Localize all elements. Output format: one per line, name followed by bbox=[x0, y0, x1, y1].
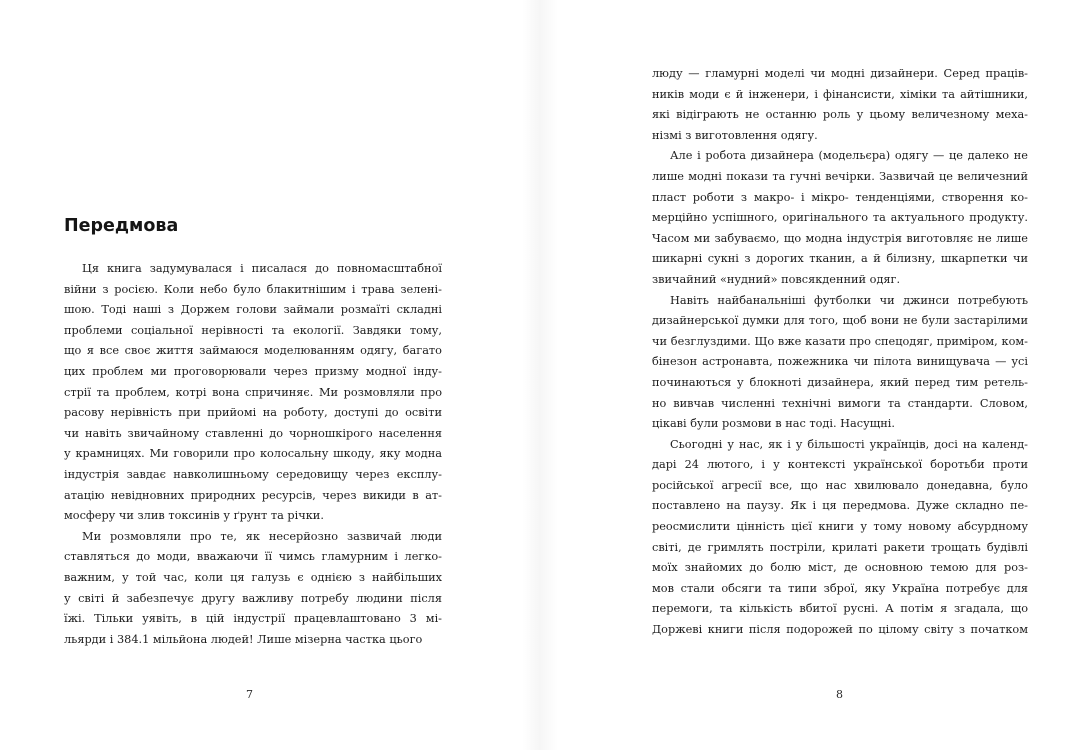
text-line: цікаві були розмови в нас тоді. Насущні. bbox=[652, 417, 895, 431]
text-line: що я все своє життя займаюся моделюванням одягу, багато bbox=[64, 344, 442, 358]
text-line: їжі. Тільки уявіть, в цій індустрії працевлаштовано 3 мі- bbox=[64, 612, 442, 626]
text-line: стрії та проблем, котрі вона спричиняє. Ми розмовляли про bbox=[64, 385, 442, 399]
text-line: ставляться до моди, вважаючи її чимсь гламурним і легко- bbox=[64, 550, 442, 564]
text-line: люду — гламурні моделі чи модні дизайнери. Серед праців- bbox=[652, 67, 1028, 80]
text-line: проблеми соціальної нерівності та екології. Завдяки тому, bbox=[64, 323, 442, 337]
text-line: перемоги, та кількість вбитої русні. А потім я згадала, що bbox=[652, 602, 1028, 616]
page-number-left: 7 bbox=[246, 688, 253, 701]
text-line: дизайнерської думки для того, щоб вони не були застарілими bbox=[652, 314, 1028, 328]
text-line: звичайний «нудний» повсякденний одяг. bbox=[652, 272, 901, 286]
text-line: Часом ми забуваємо, що модна індустрія виготовляє не лише bbox=[652, 231, 1028, 245]
text-line: чи навіть звичайному ставленні до чорношкірого населення bbox=[64, 426, 442, 440]
text-line: важним, у той час, коли ця галузь є однією з найбільших bbox=[64, 570, 442, 584]
text-line: пласт роботи з макро- і мікро- тенденціями, створення ко- bbox=[652, 190, 1028, 204]
text-line: цих проблем ми проговорювали через призму модної інду- bbox=[64, 364, 442, 378]
text-line: Сьогодні у нас, як і у більшості українців, досі на календ- bbox=[670, 437, 1028, 451]
text-line: бінезон астронавта, пожежника чи пілота винищувача — усі bbox=[652, 355, 1028, 369]
text-line: нізмі з виготовлення одягу. bbox=[652, 128, 818, 142]
text-line: Ця книга задумувалася і писалася до повномасштабної bbox=[82, 262, 442, 275]
left-page-body bbox=[64, 259, 442, 650]
text-line: поставлено на паузу. Як і ця передмова. Дуже складно пе- bbox=[652, 499, 1028, 513]
text-line: Навіть найбанальніші футболки чи джинси потребують bbox=[670, 293, 1028, 307]
text-line: починаються у блокноті дизайнера, який перед тим ретель- bbox=[652, 375, 1028, 389]
text-line: у світі й забезпечує другу важливу потребу людини після bbox=[64, 591, 442, 605]
text-line: лише модні покази та гучні вечірки. Зазвичай це величезний bbox=[652, 169, 1028, 183]
text-line: світі, де гримлять постріли, крилаті ракети трощать будівлі bbox=[652, 540, 1028, 554]
text-line: які відіграють не останню роль у цьому величезному меха- bbox=[652, 108, 1028, 122]
text-line: дарі 24 лютого, і у контексті української боротьби проти bbox=[652, 458, 1028, 472]
text-line: атацію невідновних природних ресурсів, через викиди в ат- bbox=[64, 488, 442, 502]
text-line: моїх знайомих до болю міст, де основною темою для роз- bbox=[652, 561, 1028, 575]
chapter-heading: Передмова bbox=[64, 216, 179, 236]
right-page bbox=[540, 0, 1080, 750]
text-line: но вивчав численні технічні вимоги та стандарти. Словом, bbox=[652, 396, 1028, 410]
text-line: російської агресії все, що нас хвилювало донедавна, було bbox=[652, 478, 1028, 492]
text-line: у крамницях. Ми говорили про колосальну шкоду, яку модна bbox=[64, 447, 442, 461]
text-line: Доржеві книги після подорожей по цілому світу з початком bbox=[652, 623, 1028, 637]
right-page-body bbox=[652, 64, 1028, 641]
text-line: мов стали обсяги та типи зброї, яку Україна потребує для bbox=[652, 581, 1028, 595]
text-line: шою. Тоді наші з Доржем голови займали розмаїті складні bbox=[64, 303, 442, 317]
text-line: війни з росією. Коли небо було блакитнішим і трава зеленi- bbox=[64, 282, 442, 296]
text-line: індустрія завдає навколишньому середовищу через експлу- bbox=[64, 467, 442, 481]
text-line: реосмислити цінність цієї книги у тому новому абсурдному bbox=[652, 520, 1028, 534]
text-line: мосферу чи злив токсинів у ґрунт та річки. bbox=[64, 509, 324, 523]
text-line: мерційно успішного, оригінального та актуального продукту. bbox=[652, 211, 1028, 225]
text-line: чи безглуздими. Що вже казати про спецодяг, приміром, ком- bbox=[652, 334, 1028, 348]
page-number-right: 8 bbox=[836, 688, 843, 701]
text-line: Але і робота дизайнера (модельєра) одягу — це далеко не bbox=[670, 149, 1028, 163]
text-line: расову нерівність при прийомі на роботу, доступі до освіти bbox=[64, 406, 442, 420]
text-line: шикарні сукні з дорогих тканин, а й білизну, шкарпетки чи bbox=[652, 252, 1028, 266]
text-line: ників моди є й інженери, і фінансисти, хіміки та айтішники, bbox=[652, 87, 1028, 101]
text-line: Ми розмовляли про те, як несерйозно зазвичай люди bbox=[82, 529, 442, 543]
text-line: льярди і 384.1 мільйона людей! Лише мізерна частка цього bbox=[64, 632, 423, 646]
